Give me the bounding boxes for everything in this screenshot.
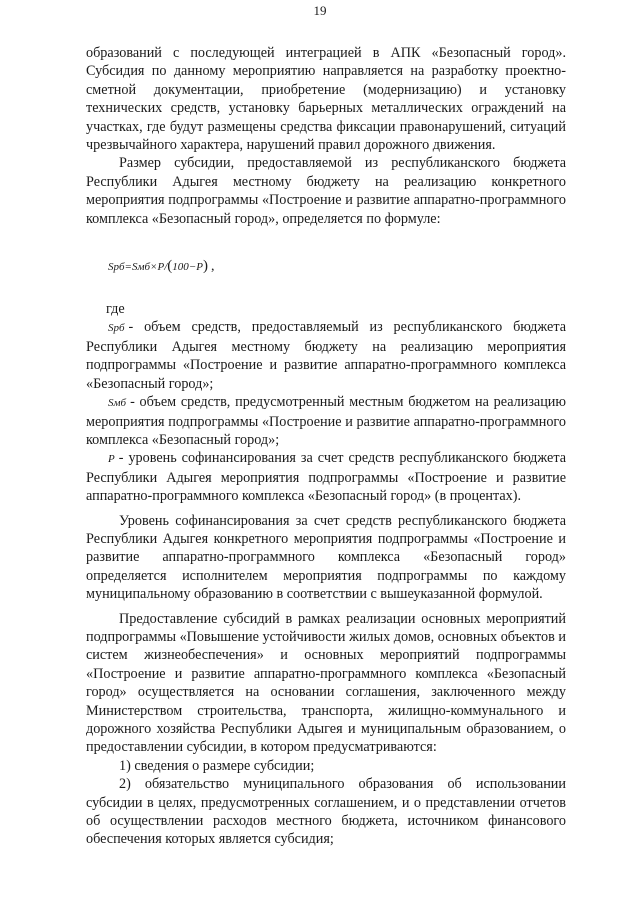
definition-spb-text: - объем средств, предоставляемый из республиканского бюджета Республики Адыгея местному бюджету на реализацию мероприятия подпрограммы «Построение и развитие аппаратно-программного комплекса «Безопасный город»; (86, 319, 566, 392)
definition-smb-text: - объем средств, предусмотренный местным бюджетом на реализацию мероприятия подпрограммы «Построение и развитие аппаратно-программного комплекса «Безопасный город»; (86, 394, 566, 448)
formula-close-paren: ) (202, 258, 208, 275)
where-label: где (106, 301, 125, 318)
formula-open-paren: ( (167, 258, 173, 275)
formula-hundred: 100 (172, 261, 189, 274)
definition-smb (86, 393, 566, 449)
symbol-spb: Spб (108, 322, 125, 335)
page-number: 19 (313, 3, 327, 18)
list-item-1: 1) сведения о размере субсидии; (119, 757, 315, 774)
subsidy-formula (86, 256, 566, 276)
list-item-2: 2) обязательство муниципального образования об использовании субсидии в целях, предусмотренных соглашением, и о представлении отчетов об осуществлении расходов местного бюджета, источником финансового обеспечения которых является субсидия; (86, 776, 566, 848)
definition-p-text: - уровень софинансирования за счет средств республиканского бюджета Республики Адыгея мероприятия подпрограммы «Построение и развитие аппаратно-программного комплекса «Безопасный город» (в процентах). (86, 450, 566, 505)
paragraph-intro-continuation: образований с последующей интеграцией в АПК «Безопасный город». Субсидия по данному мероприятию направляется на разработку проектно-сметной документации, приобретение (модернизацию) и установку технических средств, установку барьерных металлических ограждений на участках, где будут размещены средства фиксации правонарушений, ситуаций чрезвычайного характера, нарушений правил дорожного движения. (86, 45, 566, 154)
formula-smb: Sмб (131, 261, 151, 274)
formula-equals: = (124, 261, 132, 274)
definition-p (86, 449, 566, 505)
formula-comma: , (210, 259, 215, 275)
formula-lhs: Spб (108, 261, 125, 274)
paragraph-subsidy-size: Размер субсидии, предоставляемой из республиканского бюджета Республики Адыгея местному бюджету на реализацию конкретного мероприятия подпрограммы «Построение и развитие аппаратно-программного комплекса «Безопасный город», определяется по формуле: (86, 155, 566, 227)
formula-slash: / (164, 261, 168, 274)
paragraph-cofinancing-level: Уровень софинансирования за счет средств республиканского бюджета Республики Адыгея конкретного мероприятия подпрограммы «Построение и развитие аппаратно-программного комплекса «Безопасный город» определяется исполнителем мероприятия подпрограммы по каждому муниципальному образованию в соответствии с вышеуказанной формулой. (86, 512, 566, 603)
formula-minus: − (188, 261, 197, 274)
paragraph-subsidy-provision: Предоставление субсидий в рамках реализации основных мероприятий подпрограммы «Повышение устойчивости жилых домов, основных объектов и систем жизнеобеспечения» и основных мероприятий подпрограммы «Построение и развитие аппаратно-программного комплекса «Безопасный город» осуществляется на основании соглашения, заключенного между Министерством строительства, транспорта, жилищно-коммунального и дорожного хозяйства Республики Адыгея и муниципальным образованием, о предоставлении субсидии, в котором предусматриваются: (86, 610, 566, 756)
formula-p: P (157, 261, 165, 274)
symbol-smb: Sмб (108, 397, 127, 410)
formula-p-second: P (196, 261, 203, 274)
formula-times: × (150, 261, 158, 274)
document-body (86, 44, 566, 849)
symbol-p: P (108, 453, 115, 466)
definition-spb (86, 318, 566, 393)
